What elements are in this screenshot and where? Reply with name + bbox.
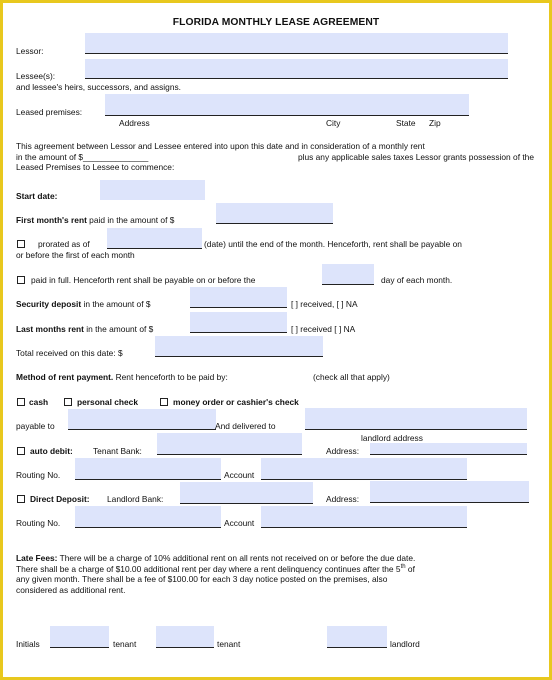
intro-amount-label: in the amount of $ — [16, 151, 84, 162]
tenant-initials-field-2[interactable] — [156, 626, 214, 648]
account-label-1: Account — [224, 470, 255, 480]
intro-line-1: This agreement between Lessor and Lessee entered into upon this date and in consideration of a monthly rent — [16, 141, 425, 151]
start-date-field[interactable] — [100, 180, 205, 200]
cash-label: cash — [29, 397, 49, 407]
lessor-field[interactable] — [85, 33, 508, 54]
late-fees-line-1: Late Fees: There will be a charge of 10% additional rent on all rents not received on or before the due date. — [16, 553, 416, 563]
tenant-bank-label: Tenant Bank: — [93, 446, 142, 456]
tenant-bank-address-field[interactable] — [370, 443, 527, 455]
account-label-2: Account — [224, 518, 255, 528]
money-order-checkbox[interactable] — [160, 398, 168, 406]
late-fees-line-2: There shall be a charge of $10.00 additional rent per day where a rent delinquency continues after the 5th of — [16, 563, 415, 574]
security-received: [ ] received, [ ] NA — [291, 299, 358, 309]
payment-method-note: (check all that apply) — [313, 372, 390, 382]
direct-deposit-label: Direct Deposit: — [30, 494, 90, 504]
direct-deposit-address-label: Address: — [326, 494, 360, 504]
lease-document — [3, 3, 549, 677]
landlord-label: landlord — [390, 639, 420, 649]
landlord-bank-address-field[interactable] — [370, 481, 529, 503]
paid-full-after: day of each month. — [381, 275, 453, 285]
intro-line-2 — [16, 152, 534, 163]
start-date-label: Start date: — [16, 191, 58, 201]
tenant-label-1: tenant — [113, 639, 137, 649]
premises-field[interactable] — [105, 94, 469, 116]
landlord-address-caption: landlord address — [361, 433, 423, 443]
last-month-field[interactable] — [190, 312, 287, 333]
first-rent-amount-field[interactable] — [216, 203, 333, 224]
routing-label-1: Routing No. — [16, 470, 61, 480]
late-fees-line-4: considered as additional rent. — [16, 584, 126, 595]
tenant-label-2: tenant — [217, 639, 241, 649]
address-caption: Address — [119, 118, 150, 128]
last-month-received: [ ] received [ ] NA — [291, 324, 356, 334]
payment-method-label: Method of rent payment. Rent henceforth to be paid by: — [16, 372, 228, 382]
personal-check-checkbox[interactable] — [64, 398, 72, 406]
tenant-routing-field[interactable] — [75, 458, 221, 480]
tenant-initials-field-1[interactable] — [50, 626, 109, 648]
cash-checkbox[interactable] — [17, 398, 25, 406]
security-deposit-label: Security deposit in the amount of $ — [16, 299, 151, 309]
money-order-label: money order or cashier's check — [173, 397, 299, 407]
prorated-line-2: or before the first of each month — [16, 250, 135, 260]
premises-label: Leased premises: — [16, 107, 83, 117]
tenant-account-field[interactable] — [261, 458, 467, 480]
direct-deposit-checkbox[interactable] — [17, 495, 25, 503]
prorated-checkbox[interactable] — [17, 240, 25, 248]
total-received-field[interactable] — [155, 336, 323, 357]
lessee-field[interactable] — [85, 59, 508, 79]
document-title: FLORIDA MONTHLY LEASE AGREEMENT — [172, 17, 380, 28]
late-fees-paragraph — [16, 553, 534, 595]
rent-due-day-field[interactable] — [322, 264, 374, 285]
first-rent-label: First month's rent paid in the amount of $ — [16, 215, 175, 225]
paid-full-label: paid in full. Henceforth rent shall be payable on or before the — [31, 275, 256, 285]
landlord-initials-field[interactable] — [327, 626, 387, 648]
total-received-label: Total received on this date: $ — [16, 348, 123, 358]
auto-debit-address-label: Address: — [326, 446, 360, 456]
tenant-bank-field[interactable] — [157, 433, 302, 455]
auto-debit-label: auto debit: — [30, 446, 73, 456]
prorated-label: prorated as of — [38, 239, 90, 249]
payable-to-field[interactable] — [68, 409, 216, 430]
prorated-after: (date) until the end of the month. Henceforth, rent shall be payable on — [204, 239, 462, 249]
intro-paragraph — [16, 141, 534, 173]
landlord-routing-field[interactable] — [75, 506, 221, 528]
landlord-bank-label: Landlord Bank: — [107, 494, 164, 504]
lessee-label: Lessee(s): — [16, 71, 56, 81]
paid-full-checkbox[interactable] — [17, 276, 25, 284]
lessor-label: Lessor: — [16, 46, 44, 56]
landlord-address-field[interactable] — [305, 408, 527, 430]
late-fees-line-3: any given month. There shall be a fee of $100.00 for each 3 day notice posted on the premises, also — [16, 574, 388, 584]
state-caption: State — [396, 118, 416, 128]
heirs-text: and lessee's heirs, successors, and assigns. — [16, 82, 181, 92]
auto-debit-checkbox[interactable] — [17, 447, 25, 455]
intro-line-3: Leased Premises to Lessee to commence: — [16, 162, 175, 172]
initials-label: Initials — [16, 639, 40, 649]
city-caption: City — [326, 118, 341, 128]
intro-line-2-rest: plus any applicable sales taxes Lessor grants possession of the — [297, 151, 534, 162]
routing-label-2: Routing No. — [16, 518, 61, 528]
zip-caption: Zip — [429, 118, 441, 128]
security-deposit-field[interactable] — [190, 287, 287, 308]
landlord-bank-field[interactable] — [180, 482, 313, 504]
personal-check-label: personal check — [77, 397, 138, 407]
intro-amount-blank: ______________ — [83, 151, 149, 162]
last-month-label: Last months rent in the amount of $ — [16, 324, 154, 334]
delivered-to-label: And delivered to — [215, 421, 276, 431]
payable-to-label: payable to — [16, 421, 55, 431]
prorated-date-field[interactable] — [107, 228, 202, 249]
landlord-account-field[interactable] — [261, 506, 467, 528]
